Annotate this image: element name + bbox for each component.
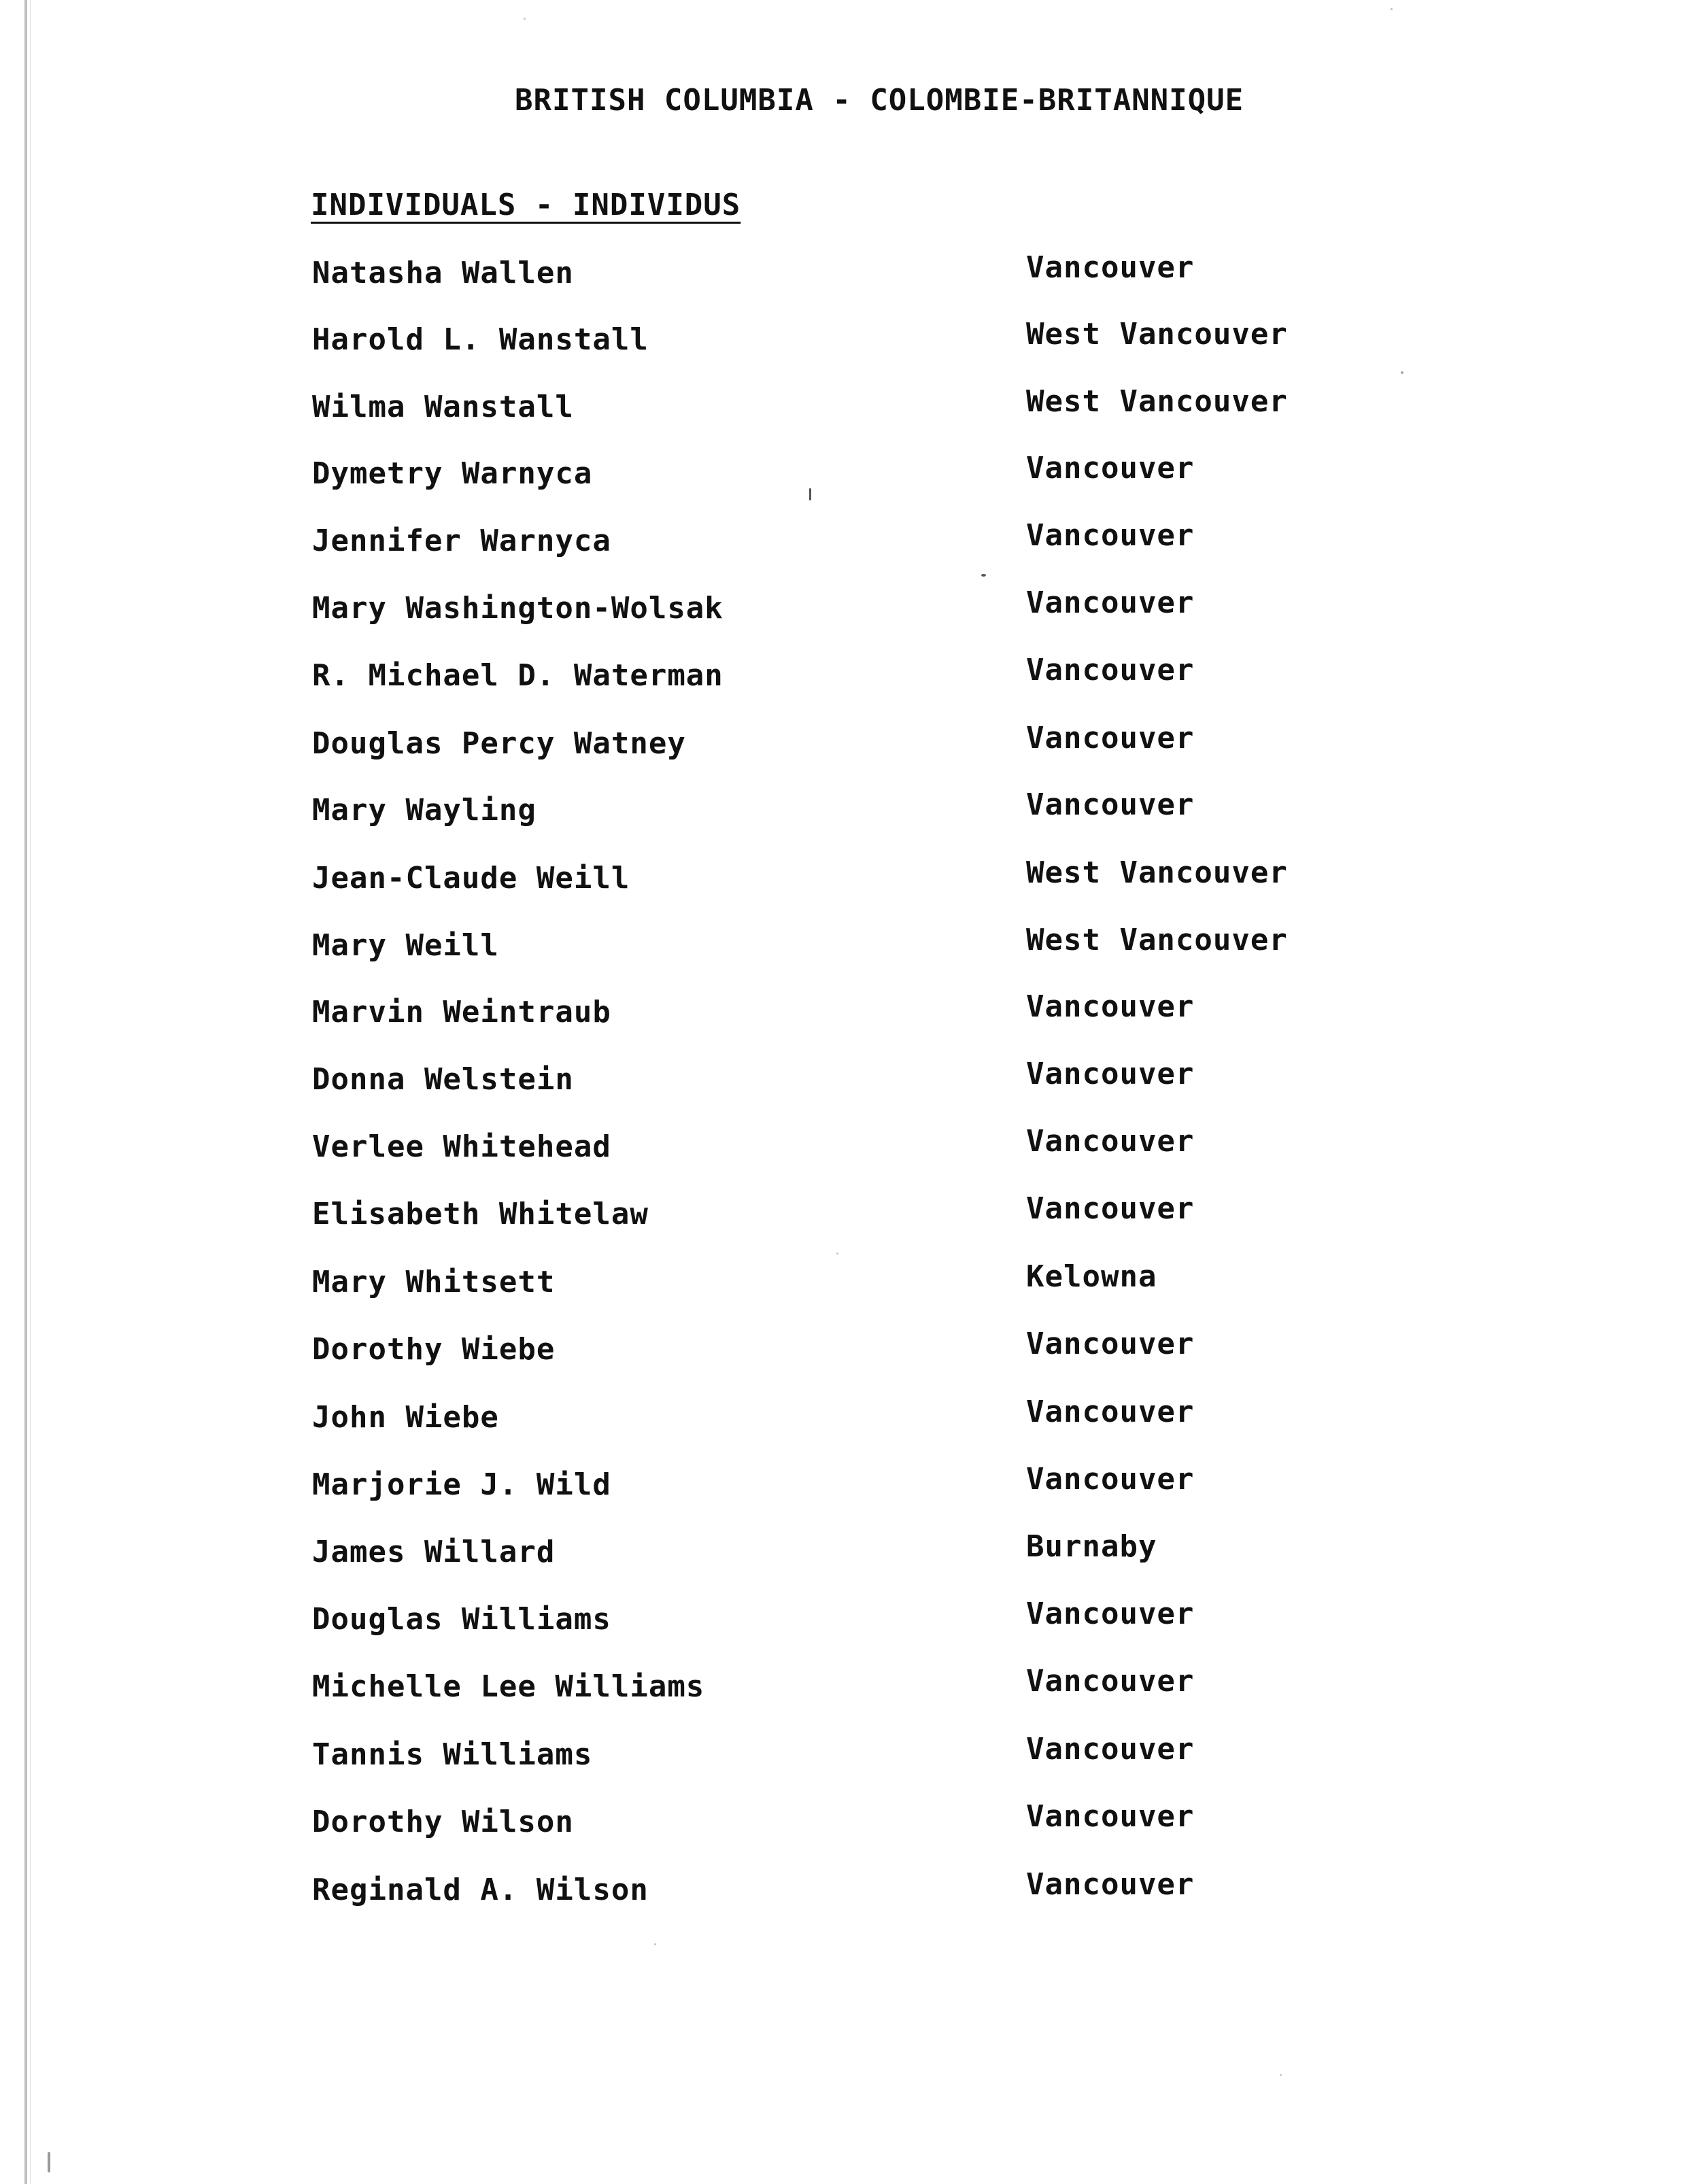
entry-name: Elisabeth Whitelaw xyxy=(312,1197,649,1231)
entry-name: Mary Washington-Wolsak xyxy=(312,591,724,626)
entry-city: Vancouver xyxy=(1026,653,1195,687)
list-item xyxy=(0,384,1702,454)
entry-name: Donna Welstein xyxy=(312,1062,574,1097)
entry-city: West Vancouver xyxy=(1026,317,1288,352)
entry-city: Vancouver xyxy=(1026,1664,1195,1699)
list-item xyxy=(0,1664,1702,1734)
page-title: BRITISH COLUMBIA - COLOMBIE-BRITANNIQUE xyxy=(515,83,1244,118)
scan-speck xyxy=(1401,371,1403,374)
entry-city: West Vancouver xyxy=(1026,855,1288,890)
list-item xyxy=(0,723,1702,791)
entry-name: Mary Wayling xyxy=(312,793,537,827)
list-item xyxy=(0,250,1702,320)
entry-city: Vancouver xyxy=(1026,787,1195,822)
list-item xyxy=(0,787,1702,857)
entry-city: Vancouver xyxy=(1026,1395,1195,1429)
list-item xyxy=(0,655,1702,723)
list-item xyxy=(0,518,1702,588)
entry-city: Vancouver xyxy=(1026,1799,1195,1834)
entry-city: Vancouver xyxy=(1026,585,1195,620)
list-item xyxy=(0,1799,1702,1869)
entry-name: Marjorie J. Wild xyxy=(312,1467,611,1502)
list-item xyxy=(0,1732,1702,1802)
scan-speck xyxy=(981,574,986,577)
entry-name: Jennifer Warnyca xyxy=(312,524,611,558)
entry-name: Reginald A. Wilson xyxy=(312,1873,649,1907)
entry-name: Michelle Lee Williams xyxy=(312,1669,705,1704)
entry-city: Vancouver xyxy=(1026,518,1195,553)
scan-speck xyxy=(1391,8,1393,10)
scan-speck xyxy=(524,18,526,20)
entry-name: Dorothy Wilson xyxy=(312,1805,574,1839)
list-item xyxy=(0,585,1702,655)
entry-city: Vancouver xyxy=(1026,989,1195,1024)
entry-name: Dymetry Warnyca xyxy=(312,456,593,491)
entry-name: James Willard xyxy=(312,1535,556,1569)
entry-city: Vancouver xyxy=(1026,250,1195,285)
entry-name: Harold L. Wanstall xyxy=(312,322,649,357)
entry-city: Vancouver xyxy=(1026,1057,1195,1091)
list-item xyxy=(0,925,1702,993)
list-item xyxy=(0,855,1702,925)
list-item xyxy=(0,989,1702,1059)
entry-city: Kelowna xyxy=(1026,1259,1157,1294)
entry-name: Natasha Wallen xyxy=(312,256,574,290)
list-item xyxy=(0,1124,1702,1194)
entry-name: Mary Whitsett xyxy=(312,1265,556,1299)
scan-speck xyxy=(1280,2074,1282,2076)
scan-speck xyxy=(809,488,811,500)
list-item xyxy=(0,1191,1702,1261)
entry-name: John Wiebe xyxy=(312,1400,499,1435)
list-item xyxy=(0,1462,1702,1532)
entry-city: Vancouver xyxy=(1026,1597,1195,1631)
entry-city: Burnaby xyxy=(1026,1529,1157,1564)
entry-city: West Vancouver xyxy=(1026,384,1288,419)
list-item xyxy=(0,1599,1702,1667)
list-item xyxy=(0,317,1702,387)
entry-name: Tannis Williams xyxy=(312,1737,593,1772)
entry-name: Douglas Percy Watney xyxy=(312,726,686,761)
entry-city: West Vancouver xyxy=(1026,923,1288,957)
section-heading: INDIVIDUALS - INDIVIDUS xyxy=(311,188,741,222)
entry-city: Vancouver xyxy=(1026,1124,1195,1159)
entry-city: Vancouver xyxy=(1026,721,1195,755)
scan-speck xyxy=(48,2152,50,2172)
entry-name: Mary Weill xyxy=(312,928,499,963)
entry-name: Marvin Weintraub xyxy=(312,995,611,1029)
entry-name: Dorothy Wiebe xyxy=(312,1332,556,1367)
list-item xyxy=(0,1329,1702,1397)
entry-name: Wilma Wanstall xyxy=(312,390,574,424)
entry-name: Jean-Claude Weill xyxy=(312,861,630,895)
scan-speck xyxy=(836,1252,838,1255)
list-item xyxy=(0,1259,1702,1329)
entry-city: Vancouver xyxy=(1026,1327,1195,1361)
entry-name: Douglas Williams xyxy=(312,1602,611,1637)
entry-name: Verlee Whitehead xyxy=(312,1129,611,1164)
list-item xyxy=(0,1397,1702,1465)
entry-name: R. Michael D. Waterman xyxy=(312,658,724,693)
entry-city: Vancouver xyxy=(1026,1867,1195,1902)
list-item xyxy=(0,1529,1702,1599)
list-item xyxy=(0,1059,1702,1127)
list-item xyxy=(0,451,1702,521)
list-item xyxy=(0,1867,1702,1937)
entry-city: Vancouver xyxy=(1026,451,1195,485)
entry-city: Vancouver xyxy=(1026,1732,1195,1767)
entry-city: Vancouver xyxy=(1026,1191,1195,1226)
scan-speck xyxy=(654,1943,656,1945)
entry-city: Vancouver xyxy=(1026,1462,1195,1497)
